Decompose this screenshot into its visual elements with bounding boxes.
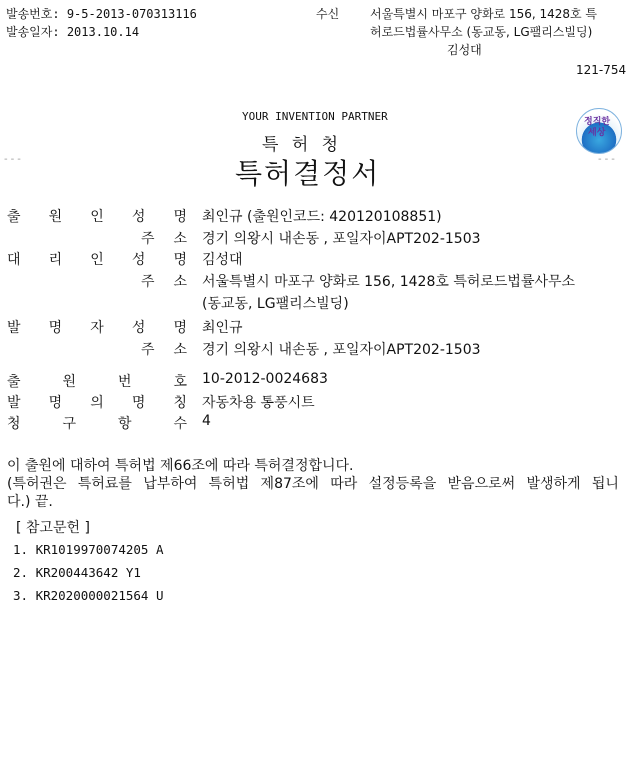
- inventor-name: 최인규: [202, 320, 243, 336]
- reference-item: 2. KR200443642 Y1: [13, 565, 141, 580]
- agent-name-label: 대 리 인 성 명: [7, 252, 187, 268]
- agent-address-line1: 서울특별시 마포구 양화로 156, 1428호 특허로드법률사무소: [202, 274, 576, 290]
- recipient-name: 김성대: [447, 43, 482, 57]
- invention-title-label: 발 명 의 명 칭: [7, 395, 187, 411]
- inventor-address-label: 주 소: [141, 342, 187, 358]
- agent-address-label: 주 소: [141, 274, 187, 290]
- applicant-name: 최인규 (출원인코드: 420120108851): [202, 209, 442, 225]
- agent-name: 김성대: [202, 252, 243, 268]
- office-slogan: YOUR INVENTION PARTNER: [242, 110, 388, 123]
- postal-code: 121-754: [576, 63, 627, 77]
- invention-title: 자동차용 통풍시트: [202, 395, 315, 411]
- applicant-address: 경기 의왕시 내손동 , 포일자이APT202-1503: [202, 231, 481, 247]
- office-seal-logo: 정직한 세상: [576, 108, 622, 154]
- applicant-address-label: 주 소: [141, 231, 187, 247]
- application-number: 10-2012-0024683: [202, 371, 328, 387]
- decision-line1: 이 출원에 대하여 특허법 제66조에 따라 특허결정합니다.: [7, 458, 354, 474]
- divider-right: ---: [598, 154, 618, 165]
- decision-line2: (특허권은 특허료를 납부하여 특허법 제87조에 따라 설정등록을 받음으로써 발생하게 됩니: [7, 476, 619, 492]
- inventor-name-label: 발 명 자 성 명: [7, 320, 187, 336]
- send-date-value: : 2013.10.14: [52, 25, 140, 39]
- send-date-label: 발송일자: [6, 25, 53, 39]
- recipient-address-line2: 허로드법률사무소 (동교동, LG팰리스빌딩): [370, 25, 593, 39]
- inventor-address: 경기 의왕시 내손동 , 포일자이APT202-1503: [202, 342, 481, 358]
- divider-left: ---: [4, 154, 24, 165]
- send-date: [6, 23, 139, 40]
- send-number-value: : 9-5-2013-070313116: [52, 7, 197, 21]
- claims-count: 4: [202, 413, 211, 429]
- document-title: 특허결정서: [235, 157, 381, 190]
- reference-item: 1. KR1019970074205 A: [13, 542, 164, 557]
- recipient-address-line1: 서울특별시 마포구 양화로 156, 1428호 특: [370, 7, 598, 21]
- decision-line3: 다.) 끝.: [7, 494, 53, 510]
- references-heading: [ 참고문헌 ]: [16, 520, 90, 536]
- send-number-label: 발송번호: [6, 7, 53, 21]
- office-name: 특 허 청: [262, 135, 343, 155]
- claims-count-label: 청 구 항 수: [7, 416, 187, 432]
- applicant-name-label: 출 원 인 성 명: [7, 209, 187, 225]
- agent-address-line2: (동교동, LG팰리스빌딩): [202, 296, 349, 312]
- application-number-label: 출 원 번 호: [7, 374, 187, 390]
- send-number: [6, 5, 197, 22]
- reference-item: 3. KR2020000021564 U: [13, 588, 164, 603]
- recipient-label: 수신: [316, 7, 340, 21]
